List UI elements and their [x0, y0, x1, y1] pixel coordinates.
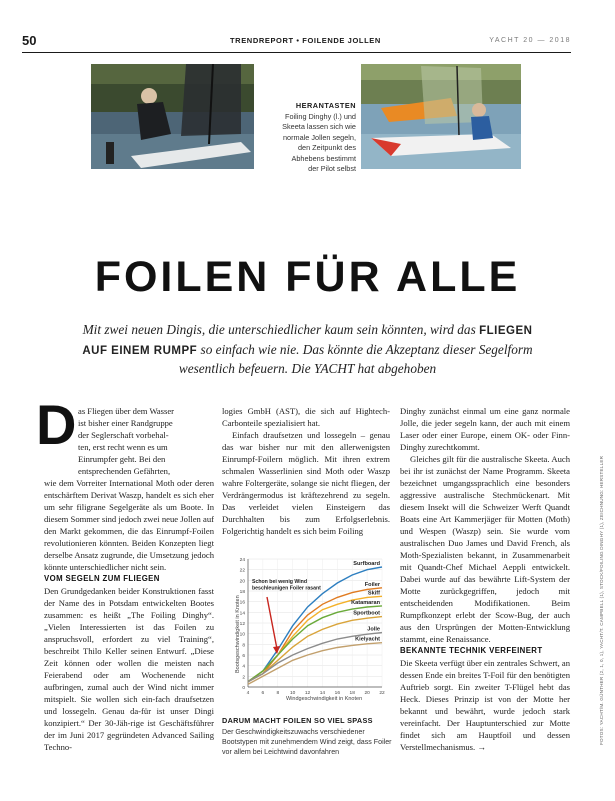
chart-ytick: 22: [239, 568, 245, 574]
chart-ytick: 24: [239, 558, 245, 563]
chart-series-label: Sportboot: [353, 610, 380, 617]
column-1-drop-lines: [78, 405, 214, 477]
chart-xlabel: Windgeschwindigkeit in Knoten: [286, 696, 363, 702]
magazine-issue: YACHT 20 — 2018: [489, 37, 571, 44]
intro-part2: so einfach wie nie. Das könnte die Akzeptanz: [200, 341, 440, 357]
drop-line: entsprechenden Gefährten,: [78, 466, 171, 476]
chart-ytick: 14: [239, 611, 245, 617]
drop-line: Einrumpfer geht. Bei den: [78, 454, 166, 464]
caption-line: Foiling Dinghy (l.) und: [285, 111, 356, 121]
paragraph: Die Skeeta verfügt über ein zentrales Schwert, an dessen Ende ein breites T-Foil für den benötigten Auftrieb sorgt. Ein zweiter T-Flügel hebt das Heck. Dieses Prinzip ist von der Motte her bekannt und bewährt, wurde jedoch stark vereinfacht. Der Hauptunterschied zur Motte findet sich am Hauptfoil und dessen Verstellmechanismus. →: [400, 658, 570, 752]
caption-line: der Pilot selbst: [308, 164, 356, 173]
photo-credit: FOTOS: YACHT/M. GÜNTHER (2, 1, 0, 1), YACHT/T. CAMPBELL (1), STOCK/FOILING DINGHY (1), ZEICHNUNG: HERSTELLER: [599, 455, 604, 745]
chart-xtick: 16: [334, 691, 341, 696]
chart-xtick: 4: [246, 691, 250, 696]
chart-xtick: 8: [276, 691, 280, 696]
drop-line: der Seglerschaft vorbehal-: [78, 430, 169, 440]
chart-series-label: Kielyacht: [355, 636, 380, 643]
photo-skeeta: [361, 64, 521, 169]
speed-chart-svg: [222, 553, 392, 713]
subheading: VOM SEGELN ZUM FLIEGEN: [44, 574, 160, 583]
paragraph: Den Grundgedanken beider Konstruktionen fasst der Name des in Potsdam entwickelten Bootes zusammen: es heißt „The Foiling Dinghy“. „Vielen Interessierten ist das Foilen zu anspruchsvoll, erfordert zu viel Training“, beschreibt Thilo Keller seinen Entwurf. „Diese Zeit können oder wollen die meisten nach Feierabend oder am Wochenende nicht aufbringen, zumal auch der Wind nicht immer mitspielt. Sie wollen sich ein-fach draufsetzen und lossegeln. Genau da-für ist unser Dingi konzipiert.“ Der 30-Jäh-rige ist Geschäftsführer der im Juni 2017 gegründeten Advanced Sailing Techno-: [44, 586, 214, 752]
column-3: [400, 405, 570, 753]
svg-text:Schon bei wenig Windbeschleuni: Schon bei wenig Wind beschleunigen Foiler rasant: [252, 579, 321, 592]
chart-xtick: 14: [319, 691, 326, 696]
chart-ytick: 2: [242, 675, 245, 681]
chart-series-label: Katamaran: [351, 599, 380, 606]
column-2: [222, 405, 390, 537]
drop-line: ten, erst recht wenn es um: [78, 442, 168, 452]
chart-xtick: 6: [261, 691, 265, 696]
chart-ylabel: Bootsgeschwindigkeit in Knoten: [235, 595, 241, 673]
column-1: [44, 477, 214, 753]
intro-part3: dieser Segelform wesentlich befeuern. Die YACHT hat abgehoben: [178, 341, 533, 376]
drop-line: as Fliegen über dem Wasser: [78, 406, 175, 416]
chart-xtick: 10: [289, 691, 296, 696]
chart-series-label: Jolle: [367, 626, 380, 633]
drop-cap: D: [36, 393, 77, 456]
chart-ytick: 8: [242, 643, 245, 649]
paragraph: logies GmbH (AST), die sich auf Hightech-Carbonteile spezialisiert hat.: [222, 406, 390, 428]
chart-series-label: Surfboard: [353, 561, 380, 567]
paragraph: Dinghy zunächst einmal um eine ganz normale Jolle, die jeder segeln kann, der auch mit einem Laser oder einer Europe, einem OK- oder Finn-Dinghy zurechtkommt.: [400, 406, 570, 452]
chart-xtick: 18: [349, 691, 355, 696]
caption-line: Skeeta lassen sich wie: [282, 122, 356, 131]
chart-ytick: 6: [242, 654, 245, 659]
intro-teaser: [80, 321, 535, 378]
header-rule: [22, 52, 571, 53]
speed-chart: [222, 553, 392, 713]
subheading: BEKANNTE TECHNIK VERFEINERT: [400, 646, 543, 655]
chart-series-line: [248, 617, 382, 682]
caption-line: normale Jollen segeln,: [282, 132, 356, 142]
chart-ytick: 16: [239, 600, 245, 606]
chart-ytick: 10: [239, 632, 245, 638]
photo-foiling-dinghy: [91, 64, 254, 169]
chart-title: DARUM MACHT FOILEN SO VIEL SPASS: [222, 716, 373, 725]
chart-series-label: Skiff: [367, 590, 380, 597]
section-title: TRENDREPORT • FOILENDE JOLLEN: [230, 36, 381, 45]
chart-xtick: 22: [379, 691, 385, 696]
caption-line: Abhebens bestimmt: [291, 153, 356, 163]
drop-line: ist bisher einer Randgruppe: [78, 418, 173, 428]
chart-ytick: 0: [242, 686, 245, 691]
chart-ytick: 20: [239, 579, 245, 585]
photo-caption: [260, 101, 356, 175]
chart-ytick: 4: [242, 664, 245, 670]
paragraph: Einfach draufsetzen und lossegeln – genau das war bisher nur mit den allerwenigsten Einrumpf-Foilern möglich. Mit ihren extrem schmalen Wasserlinien sind Moth oder Waszp wahre Foltergeräte, solange sie nicht fliegen, der Verdrängermodus ist kräftezehrend zu segeln. Das verleidet vielen Einsteigern das Durchhalten bis zum Erfolgserlebnis. Folgerichtig handelt es sich beim Foiling: [222, 430, 390, 536]
end-mark: →: [477, 742, 486, 752]
headline: FOILEN FÜR ALLE: [94, 253, 521, 301]
paragraph: Gleiches gilt für die australische Skeeta. Auch bei ihr ist zunächst der Name Programm. Skeeta bezeichnet umgangssprachlich eine besonders aggressive australische Stechmückenart. Mit diesem Insekt will die Schweizer Werft Quandt Boats eine Art Kammerjäger für Motten (Moth) und Wespen (Waszp) sein. Sie wurde vom australischen Duo James und David French, als Moth-Spezialisten bekannt, in Zusammenarbeit mit Quandt-Chef Michael Aeppli entwickelt. Dabei wurde auf das bewährte Lift-System der Motte zurückgegriffen, jedoch mit entscheidenden Modifikationen. Beim Rumpfkonzept erlebt der Scow-Bug, der auch aus den Ursprüngen der Motten-Entwicklung stammt, eine Renaissance.: [400, 454, 570, 644]
chart-ytick: 18: [239, 590, 245, 595]
chart-annotation: [252, 579, 321, 654]
intro-bold: FLIEGEN AUF EINEM RUMPF: [82, 325, 533, 357]
page-number: 50: [22, 33, 37, 48]
caption-lead: HERANTASTEN: [295, 101, 356, 110]
chart-ytick: 12: [239, 622, 245, 627]
chart-series-label: Foiler: [364, 581, 380, 588]
intro-part1: Mit zwei neuen Dingis, die unterschiedlicher kaum sein könnten, wird das: [82, 322, 476, 337]
chart-xtick: 20: [364, 691, 370, 696]
chart-xtick: 12: [304, 691, 311, 696]
chart-caption: Der Geschwindigkeitszuwachs verschiedener Bootstypen mit zunehmendem Wind zeigt, dass Foiler vor allem bei Leichtwind davonfahren: [222, 728, 392, 756]
caption-line: den Zeitpunkt des: [297, 143, 356, 152]
paragraph: wie dem Vorreiter International Moth oder deren entschärftem Derivat Waszp, handelt es sich eher um sehr filigrane Segelgeräte als um Boote. In diesem Sommer sind jedoch zwei neue Jollen auf den Markt gekommen, die das Einrumpf-Foilen revolutionieren könnten. Beiden Konzepten liegt derselbe Ansatz zugrunde, die Umsetzung jedoch könnte unterschiedlicher nicht sein.: [44, 478, 214, 572]
